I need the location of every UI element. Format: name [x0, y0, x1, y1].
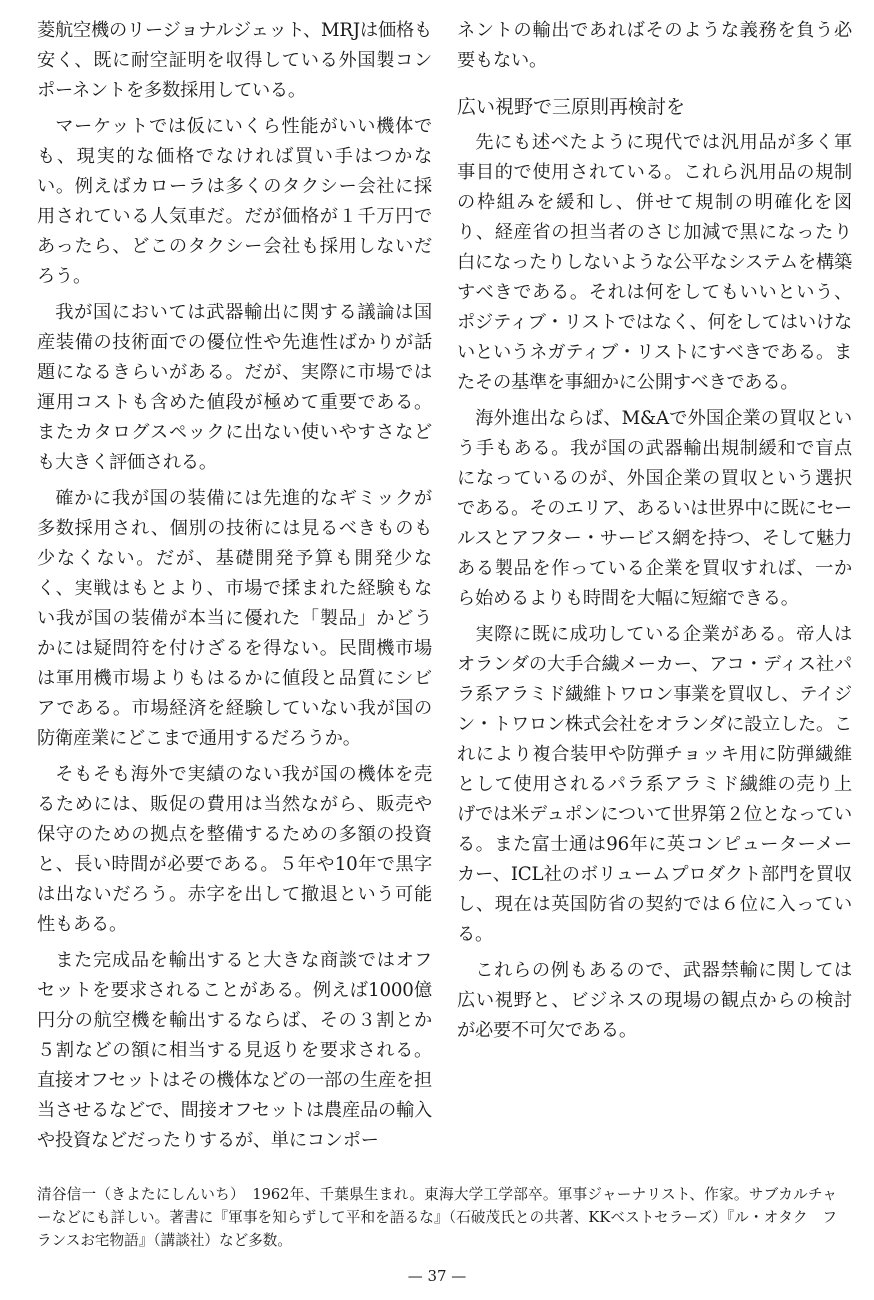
body-paragraph: 確かに我が国の装備には先進的なギミックが多数採用され、個別の技術には見るべきものも少なくない。だが、基礎開発予算も開発少なく、実戦はもとより、市場で揉まれた経験もない我が国の装備が本当に優れた「製品」かどうかには疑問符を付けざるを得ない。民間機市場は軍用機市場よりもはるかに値段と品質にシビアである。市場経済を経験していない我が国の防衛産業にどこまで通用するだろうか。 [37, 488, 432, 749]
body-paragraph: そもそも海外で実績のない我が国の機体を売るためには、販促の費用は当然ながら、販売や保守のための拠点を整備するための多額の投資と、長い時間が必要である。５年や10年で黒字は出ないだろう。赤字を出して撤退という可能性もある。 [37, 764, 432, 935]
body-paragraph: マーケットでは仮にいくら性能がいい機体でも、現実的な価格でなければ買い手はつかない。例えばカローラは多くのタクシー会社に採用されている人気車だ。だが価格が１千万円であったら、どこのタクシー会社も採用しないだろう。 [37, 116, 432, 287]
body-paragraph: 我が国においては武器輸出に関する議論は国産装備の技術面での優位性や先進性ばかりが話題になるきらいがある。だが、実際に市場では運用コストも含めた値段が極めて重要である。またカタログスペックに出ない使いやすさなども大きく評価される。 [37, 302, 432, 473]
body-paragraph: 実際に既に成功している企業がある。帝人はオランダの大手合繊メーカー、アコ・ディス社パラ系アラミド繊維トワロン事業を買収し、テイジン・トワロン株式会社をオランダに設立した。これにより複合装甲や防弾チョッキ用に防弾繊維として使用されるパラ系アラミド繊維の売り上げでは米デュポンについて世界第２位となっている。また富士通は96年に英コンピューターメーカー、ICL社のボリュームプロダクト部門を買収し、現在は英国防省の契約では６位に入っている。 [457, 624, 852, 945]
body-paragraph: これらの例もあるので、武器禁輸に関しては広い視野と、ビジネスの現場の観点からの検討が必要不可欠である。 [457, 960, 852, 1041]
section-heading: 広い視野で三原則再検討を [457, 96, 686, 118]
body-paragraph: 海外進出ならば、M&Aで外国企業の買収という手もある。我が国の武器輸出規制緩和で盲点になっているのが、外国企業の買収という選択である。そのエリア、あるいは世界中に既にセールスとアフター・サービス網を持つ、そして魅力ある製品を作っている企業を買収すれば、一から始めるよりも時間を大幅に短縮できる。 [457, 408, 852, 609]
left-column [37, 16, 432, 1156]
body-paragraph-continuation: ネントの輸出であればそのような義務を負う必要もない。 [457, 20, 852, 71]
right-column [457, 16, 852, 1046]
body-paragraph: また完成品を輸出すると大きな商談ではオフセットを要求されることがある。例えば1000億円分の航空機を輸出するならば、その３割とか５割などの額に相当する見返りを要求される。直接オフセットはその機体などの一部の生産を担当させるなどで、間接オフセットは農産品の輸入や投資などだったりするが、単にコンポー [37, 950, 432, 1151]
author-bio: 清谷信一（きよたにしんいち） 1962年、千葉県生まれ。東海大学工学部卒。軍事ジャーナリスト、作家。サブカルチャーなどにも詳しい。著書に『軍事を知らずして平和を語るな』（石破茂氏との共著、KKベストセラーズ）『ル・オタク フランスお宅物語』（講談社）など多数。 [37, 1186, 837, 1249]
body-paragraph: 先にも述べたように現代では汎用品が多く軍事目的で使用されている。これら汎用品の規制の枠組みを緩和し、併せて規制の明確化を図り、経産省の担当者のさじ加減で黒になったり白になったりしないような公平なシステムを構築すべきである。それは何をしてもいいという、ポジティブ・リストではなく、何をしてはいけないというネガティブ・リストにすべきである。またその基準を事細かに公開すべきである。 [457, 132, 852, 393]
body-paragraph: 菱航空機のリージョナルジェット、MRJは価格も安く、既に耐空証明を収得している外国製コンポーネントを多数採用している。 [37, 20, 432, 101]
page-number: — 37 — [407, 1267, 467, 1285]
